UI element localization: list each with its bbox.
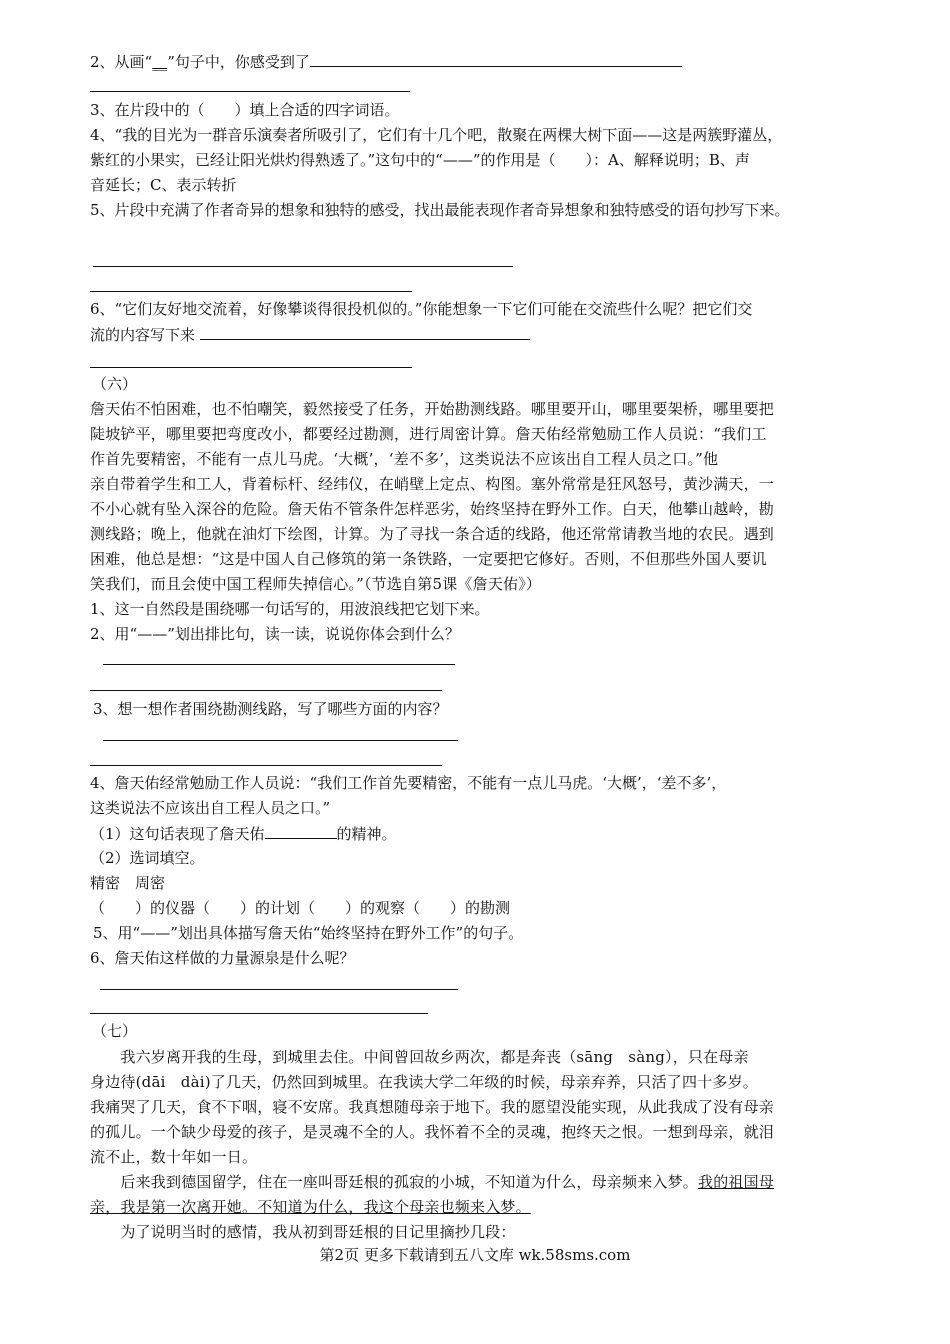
- passage7-line: [90, 1170, 774, 1195]
- s6-q2-text: 2、用“——”划出排比句，读一读，说说你体会到什么？: [90, 625, 460, 643]
- passage7-text: 后来我到德国留学，住在一座叫哥廷根的孤寂的小城，不知道为什么，母亲频来入梦。: [90, 1173, 699, 1191]
- s6-q6-answer-line-2[interactable]: [90, 1013, 428, 1014]
- passage6-line: 测线路；晚上，他就在油灯下绘图，计算。为了寻找一条合适的线路，他还常常请教当地的农民。遇到: [90, 525, 775, 543]
- s6-q3-answer-line-1[interactable]: [103, 740, 458, 741]
- passage6-line: 作首先要精密，不能有一点儿马虎。‘大概’，‘差不多’，这类说法不应该出自工程人员之口。”他: [90, 450, 719, 468]
- s6-q2-answer-line-2[interactable]: [90, 690, 442, 691]
- q6-text: 流的内容写下来: [90, 326, 196, 344]
- passage6-line: 陡坡铲平，哪里要把弯度改小，都要经过勘测，进行周密计算。詹天佑经常勉励工作人员说：“我们工: [90, 425, 767, 443]
- q5-text: 5、片段中充满了作者奇异的想象和独特的感受，找出最能表现作者奇异想象和独特感受的语句抄写下来。: [90, 201, 790, 219]
- q3-text: 3、在片段中的（ ）填上合适的四字词语。: [90, 101, 400, 119]
- q2-line: [90, 50, 682, 73]
- s6-q4-sub1-text-b: 的精神。: [336, 825, 397, 843]
- passage7-line: 我六岁离开我的生母，到城里去住。中间曾回故乡两次，都是奔丧（sāng sàng），只在母亲: [90, 1048, 749, 1066]
- fill-in-blanks[interactable]: （ ）的仪器（ ）的计划（ ）的观察（ ）的勘测: [90, 899, 511, 917]
- passage7-line: 流不止，数十年如一日。: [90, 1148, 258, 1166]
- s6-q4-sub1: [90, 822, 397, 845]
- passage7-line: 身边待(dāi dài)了几天，仍然回到城里。在我读大学二年级的时候，母亲弃养，只活了四十多岁。: [90, 1073, 758, 1091]
- s6-q1-text: 1、这一自然段是围绕哪一句话写的，用波浪线把它划下来。: [90, 600, 490, 618]
- s6-q4-line-2: 这类说法不应该出自工程人员之口。”: [90, 799, 331, 817]
- q5-answer-line-1[interactable]: [93, 266, 513, 267]
- s6-q3-answer-line-2[interactable]: [90, 765, 442, 766]
- passage6-line: 亲自带着学生和工人，背着标杆、经纬仪，在峭壁上定点、构图。塞外常常是狂风怒号，黄沙满天，一: [90, 475, 775, 493]
- q6-line-2: [90, 323, 530, 346]
- q2-text-b: ”句子中，你感受到了: [167, 53, 310, 71]
- q6-line-1: 6、“它们友好地交流着，好像攀谈得很投机似的。”你能想象一下它们可能在交流些什么呢？把它们交: [90, 300, 753, 318]
- q4-line-2: 紫红的小果实，已经让阳光烘灼得熟透了。”这句中的“——”的作用是（ ）：A、解释说明；B、声: [90, 151, 750, 169]
- s6-q2-answer-line-1[interactable]: [103, 664, 455, 665]
- q2-text-a: 2、从画“: [90, 53, 153, 71]
- passage6-line: 笑我们，而且会使中国工程师失掉信心。”（节选自第5课《詹天佑》）: [90, 575, 542, 593]
- s6-q3-text: 3、想一想作者围绕勘测线路，写了哪些方面的内容？: [93, 700, 448, 718]
- passage6-line: 困难，他总是想：“这是中国人自己修筑的第一条铁路，一定要把它修好。否则，不但那些外国人要讥: [90, 550, 767, 568]
- q4-line-1: 4、“我的目光为一群音乐演奏者所吸引了，它们有十几个吧，散聚在两棵大树下面——这是两簇野灌丛，: [90, 126, 783, 144]
- s6-q4-sub1-text-a: （1）这句话表现了詹天佑: [90, 825, 265, 843]
- s6-q6-text: 6、詹天佑这样做的力量源泉是什么呢？: [90, 949, 355, 967]
- section7-heading: （七）: [92, 1022, 138, 1040]
- q2-answer-line[interactable]: [90, 91, 410, 92]
- passage6-line: 不小心就有坠入深谷的危险。詹天佑不管条件怎样恶劣，始终坚持在野外工作。白天，他攀山越岭，勘: [90, 500, 775, 518]
- passage7-line: 为了说明当时的感情，我从初到哥廷根的日记里摘抄几段：: [90, 1223, 516, 1241]
- underlined-sentence: 我的祖国母: [698, 1173, 775, 1191]
- section6-heading: （六）: [92, 375, 138, 393]
- q5-answer-line-2[interactable]: [90, 291, 412, 292]
- q2-mark: __: [152, 53, 168, 71]
- passage6-line: 詹天佑不怕困难，也不怕嘲笑，毅然接受了任务，开始勘测线路。哪里要开山，哪里要架桥，哪里要把: [90, 400, 775, 418]
- word-choices: 精密 周密: [90, 874, 166, 892]
- s6-q6-answer-line-1[interactable]: [100, 989, 458, 990]
- q2-answer-blank[interactable]: [310, 50, 682, 67]
- passage7-line: 我痛哭了几天，食不下咽，寝不安席。我真想随母亲于地下。我的愿望没能实现，从此我成了没有母亲: [90, 1098, 775, 1116]
- s6-q5-text: 5、用“——”划出具体描写詹天佑“始终坚持在野外工作”的句子。: [93, 924, 524, 942]
- q6-answer-line[interactable]: [90, 367, 412, 368]
- s6-q4-sub1-blank[interactable]: [265, 822, 337, 839]
- s6-q4-line-1: 4、詹天佑经常勉励工作人员说：“我们工作首先要精密，不能有一点儿马虎。‘大概’，‘差不多’，: [90, 774, 727, 792]
- passage7-line: 的孤儿。一个缺少母爱的孩子，是灵魂不全的人。我怀着不全的灵魂，抱终天之恨。一想到母亲，就泪: [90, 1123, 775, 1141]
- page-footer: 第2页 更多下载请到五八文库 wk.58sms.com: [319, 1246, 631, 1264]
- q4-line-3: 音延长；C、表示转折: [90, 176, 237, 194]
- underlined-sentence: 亲，我是第一次离开她。不知道为什么，我这个母亲也频来入梦。: [90, 1198, 531, 1216]
- q6-answer-blank[interactable]: [200, 323, 530, 340]
- s6-q4-sub2-text: （2）选词填空。: [90, 849, 205, 867]
- passage7-line: [90, 1195, 531, 1220]
